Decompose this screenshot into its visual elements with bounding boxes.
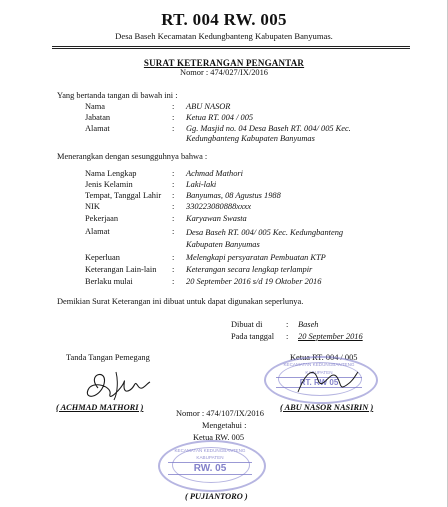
rt-signature (292, 362, 362, 402)
subject-valid-label: Berlaku mulai (85, 277, 133, 286)
subject-notes-colon: : (172, 265, 175, 274)
issued-date-colon: : (286, 332, 289, 341)
rt-signature-name: ( ABU NASOR NASIRIN ) (280, 403, 374, 412)
rw-stamp-ring-text: KECAMATAN KEDUNGBANTENG (174, 448, 246, 453)
subject-address-value: Desa Baseh RT. 004/ 005 Kec. Kedungbanteng Kabupaten Banyumas (186, 228, 344, 249)
subject-gender-value: Laki-laki (186, 180, 217, 189)
letterhead-rule-top (52, 46, 410, 47)
subject-notes-label: Keterangan Lain-lain (85, 265, 157, 274)
issued-place-colon: : (286, 320, 289, 329)
subject-job-value: Karyawan Swasta (186, 214, 247, 223)
rw-signature-name: ( PUJIANTORO ) (185, 492, 248, 501)
rw-stamp-band: RW. 05 (168, 462, 252, 475)
subject-fullname-value: Achmad Mathori (186, 169, 243, 178)
rt-stamp-sub-text: KABUPATEN (305, 370, 333, 375)
signer-name-value: ABU NASOR (186, 102, 231, 111)
subject-birth-label: Tempat, Tanggal Lahir (85, 191, 162, 200)
subject-fullname-colon: : (172, 169, 175, 178)
subject-gender-colon: : (172, 180, 175, 189)
subject-job-label: Pekerjaan (85, 214, 119, 223)
subject-address-label: Alamat (85, 227, 110, 236)
subject-purpose-colon: : (172, 253, 175, 262)
signer-position-colon: : (172, 113, 175, 122)
subject-job-colon: : (172, 214, 175, 223)
letterhead-rule-bottom (52, 48, 410, 49)
signer-position-label: Jabatan (85, 113, 111, 122)
letterhead-subtitle: Desa Baseh Kecamatan Kedungbanteng Kabupaten Banyumas. (115, 31, 333, 41)
holder-signature-heading: Tanda Tangan Pemegang (66, 353, 150, 362)
rw-stamp-sub-text: KABUPATEN (196, 455, 224, 460)
subject-valid-value: 20 September 2016 s/d 19 Oktober 2016 (186, 277, 322, 286)
issued-place-label: Dibuat di (231, 320, 263, 329)
subject-notes-value: Keterangan secara lengkap terlampir (186, 265, 313, 274)
subject-birth-value: Banyumas, 08 Agustus 1988 (186, 191, 281, 200)
subject-gender-label: Jenis Kelamin (85, 180, 133, 189)
issued-date-label: Pada tanggal (231, 332, 275, 341)
rt-signature-heading: Ketua RT. 004 / 005 (290, 353, 358, 362)
rw-mengetahui: Mengetahui : (202, 421, 247, 430)
holder-signature-name: ( ACHMAD MATHORI ) (56, 403, 144, 412)
rt-stamp-band: RT. RW 05 (276, 377, 362, 388)
rw-number: Nomor : 474/107/IX/2016 (176, 409, 264, 418)
subject-nik-label: NIK (85, 202, 100, 211)
holder-signature (78, 366, 156, 404)
rw-signature-heading: Ketua RW. 005 (193, 433, 245, 442)
signer-position-value: Ketua RT. 004 / 005 (186, 113, 254, 122)
letter-title: SURAT KETERANGAN PENGANTAR (143, 58, 305, 68)
letterhead-title: RT. 004 RW. 005 (161, 10, 287, 29)
closing-statement: Demikian Surat Keterangan ini dibuat untuk dapat digunakan seperlunya. (57, 297, 304, 306)
subject-intro: Menerangkan dengan sesungguhnya bahwa : (57, 152, 208, 161)
rt-stamp-ring-text: KECAMATAN KEDUNGBANTENG (283, 362, 355, 367)
signer-address-colon: : (172, 124, 175, 133)
subject-nik-value: 330223080888xxxx (186, 202, 252, 211)
letter-number: Nomor : 474/027/IX/2016 (180, 68, 268, 77)
issued-date-value: 20 September 2016 (298, 332, 363, 341)
signer-name-colon: : (172, 102, 175, 111)
signer-address-value: Gg. Masjid no. 04 Desa Baseh RT. 004/ 005 Kec. Kedungbanteng Kabupaten Banyumas (186, 124, 351, 143)
subject-address-colon: : (172, 227, 175, 236)
subject-fullname-label: Nama Lengkap (85, 169, 137, 178)
subject-birth-colon: : (172, 191, 175, 200)
signer-name-label: Nama (85, 102, 105, 111)
signer-intro: Yang bertanda tangan di bawah ini : (57, 91, 178, 100)
signer-address-label: Alamat (85, 124, 110, 133)
subject-valid-colon: : (172, 277, 175, 286)
subject-nik-colon: : (172, 202, 175, 211)
issued-place-value: Baseh (298, 320, 319, 329)
subject-purpose-label: Keperluan (85, 253, 120, 262)
subject-purpose-value: Melengkapi persyaratan Pembuatan KTP (186, 253, 326, 262)
